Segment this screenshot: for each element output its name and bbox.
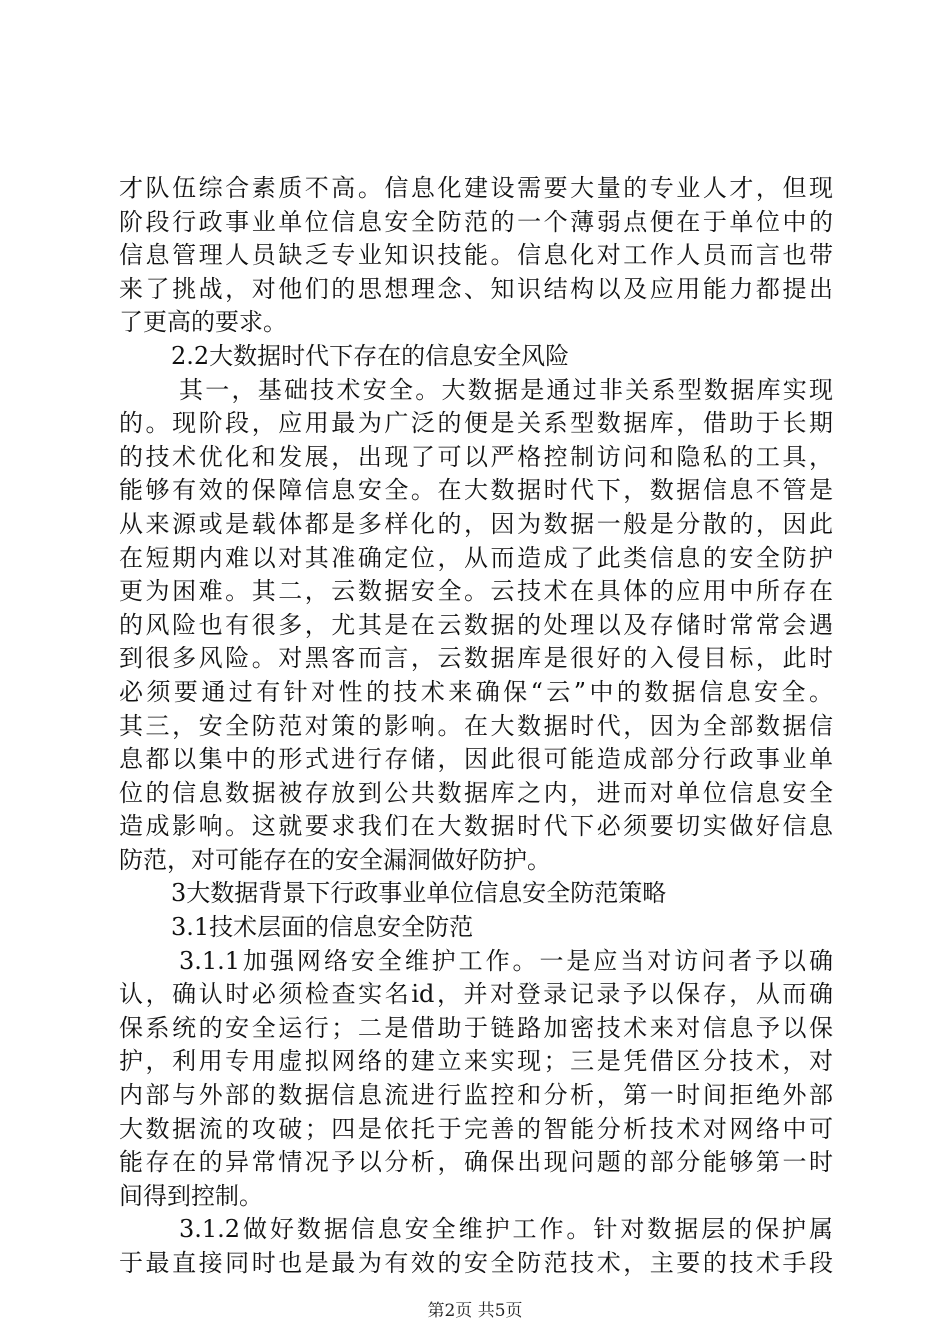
text-line: 阶段行政事业单位信息安全防范的一个薄弱点便在于单位中的	[119, 207, 833, 236]
text-line: 能够有效的保障信息安全。在大数据时代下，数据信息不管是	[119, 476, 833, 505]
text-line: 更为困难。其二，云数据安全。云技术在具体的应用中所存在	[119, 577, 833, 606]
section-heading: 2.2大数据时代下存在的信息安全风险	[171, 341, 570, 370]
text-line: 的技术优化和发展，出现了可以严格控制访问和隐私的工具，	[119, 442, 833, 471]
subsection-heading: 3.1技术层面的信息安全防范	[171, 913, 474, 942]
text-line: 于最直接同时也是最为有效的安全防范技术，主要的技术手段	[119, 1249, 833, 1277]
text-line: 的风险也有很多，尤其是在云数据的处理以及存储时常常会遇	[119, 610, 833, 639]
text-line: 3.1.2做好数据信息安全维护工作。针对数据层的保护属	[179, 1215, 833, 1244]
text-line: 到很多风险。对黑客而言，云数据库是很好的入侵目标，此时	[119, 644, 833, 673]
text-line: 其三，安全防范对策的影响。在大数据时代，因为全部数据信	[119, 711, 833, 740]
text-line: 大数据流的攻破；四是依托于完善的智能分析技术对网络中可	[119, 1114, 833, 1143]
text-line: 造成影响。这就要求我们在大数据时代下必须要切实做好信息	[119, 812, 833, 841]
document-body	[119, 172, 833, 1281]
text-line: 位的信息数据被存放到公共数据库之内，进而对单位信息安全	[119, 778, 833, 807]
page-number-footer: 第2页 共5页	[427, 1301, 523, 1321]
text-line: 从来源或是载体都是多样化的，因为数据一般是分散的，因此	[119, 509, 833, 538]
section-heading: 3大数据背景下行政事业单位信息安全防范策略	[171, 879, 667, 908]
text-line: 内部与外部的数据信息流进行监控和分析，第一时间拒绝外部	[119, 1081, 833, 1110]
text-line: 信息管理人员缺乏专业知识技能。信息化对工作人员而言也带	[119, 241, 833, 270]
text-line: 能存在的异常情况予以分析，确保出现问题的部分能够第一时	[119, 1148, 833, 1177]
text-line: 护，利用专用虚拟网络的建立来实现；三是凭借区分技术，对	[119, 1047, 833, 1076]
text-line: 认，确认时必须检查实名id，并对登录记录予以保存，从而确	[119, 980, 833, 1009]
text-line: 来了挑战，对他们的思想理念、知识结构以及应用能力都提出	[119, 274, 833, 303]
text-line: 其一，基础技术安全。大数据是通过非关系型数据库实现	[179, 375, 833, 404]
text-line: 必须要通过有针对性的技术来确保“云”中的数据信息安全。	[119, 677, 833, 706]
text-line: 了更高的要求。	[119, 308, 287, 337]
text-line: 息都以集中的形式进行存储，因此很可能造成部分行政事业单	[119, 745, 833, 774]
text-line: 在短期内难以对其准确定位，从而造成了此类信息的安全防护	[119, 543, 833, 572]
text-line: 的。现阶段，应用最为广泛的便是关系型数据库，借助于长期	[119, 409, 833, 438]
text-line: 才队伍综合素质不高。信息化建设需要大量的专业人才，但现	[119, 174, 833, 202]
text-line: 保系统的安全运行；二是借助于链路加密技术来对信息予以保	[119, 1013, 833, 1042]
text-line: 3.1.1加强网络安全维护工作。一是应当对访问者予以确	[179, 946, 833, 975]
text-line: 间得到控制。	[119, 1181, 263, 1210]
text-line: 防范，对可能存在的安全漏洞做好防护。	[119, 845, 551, 874]
